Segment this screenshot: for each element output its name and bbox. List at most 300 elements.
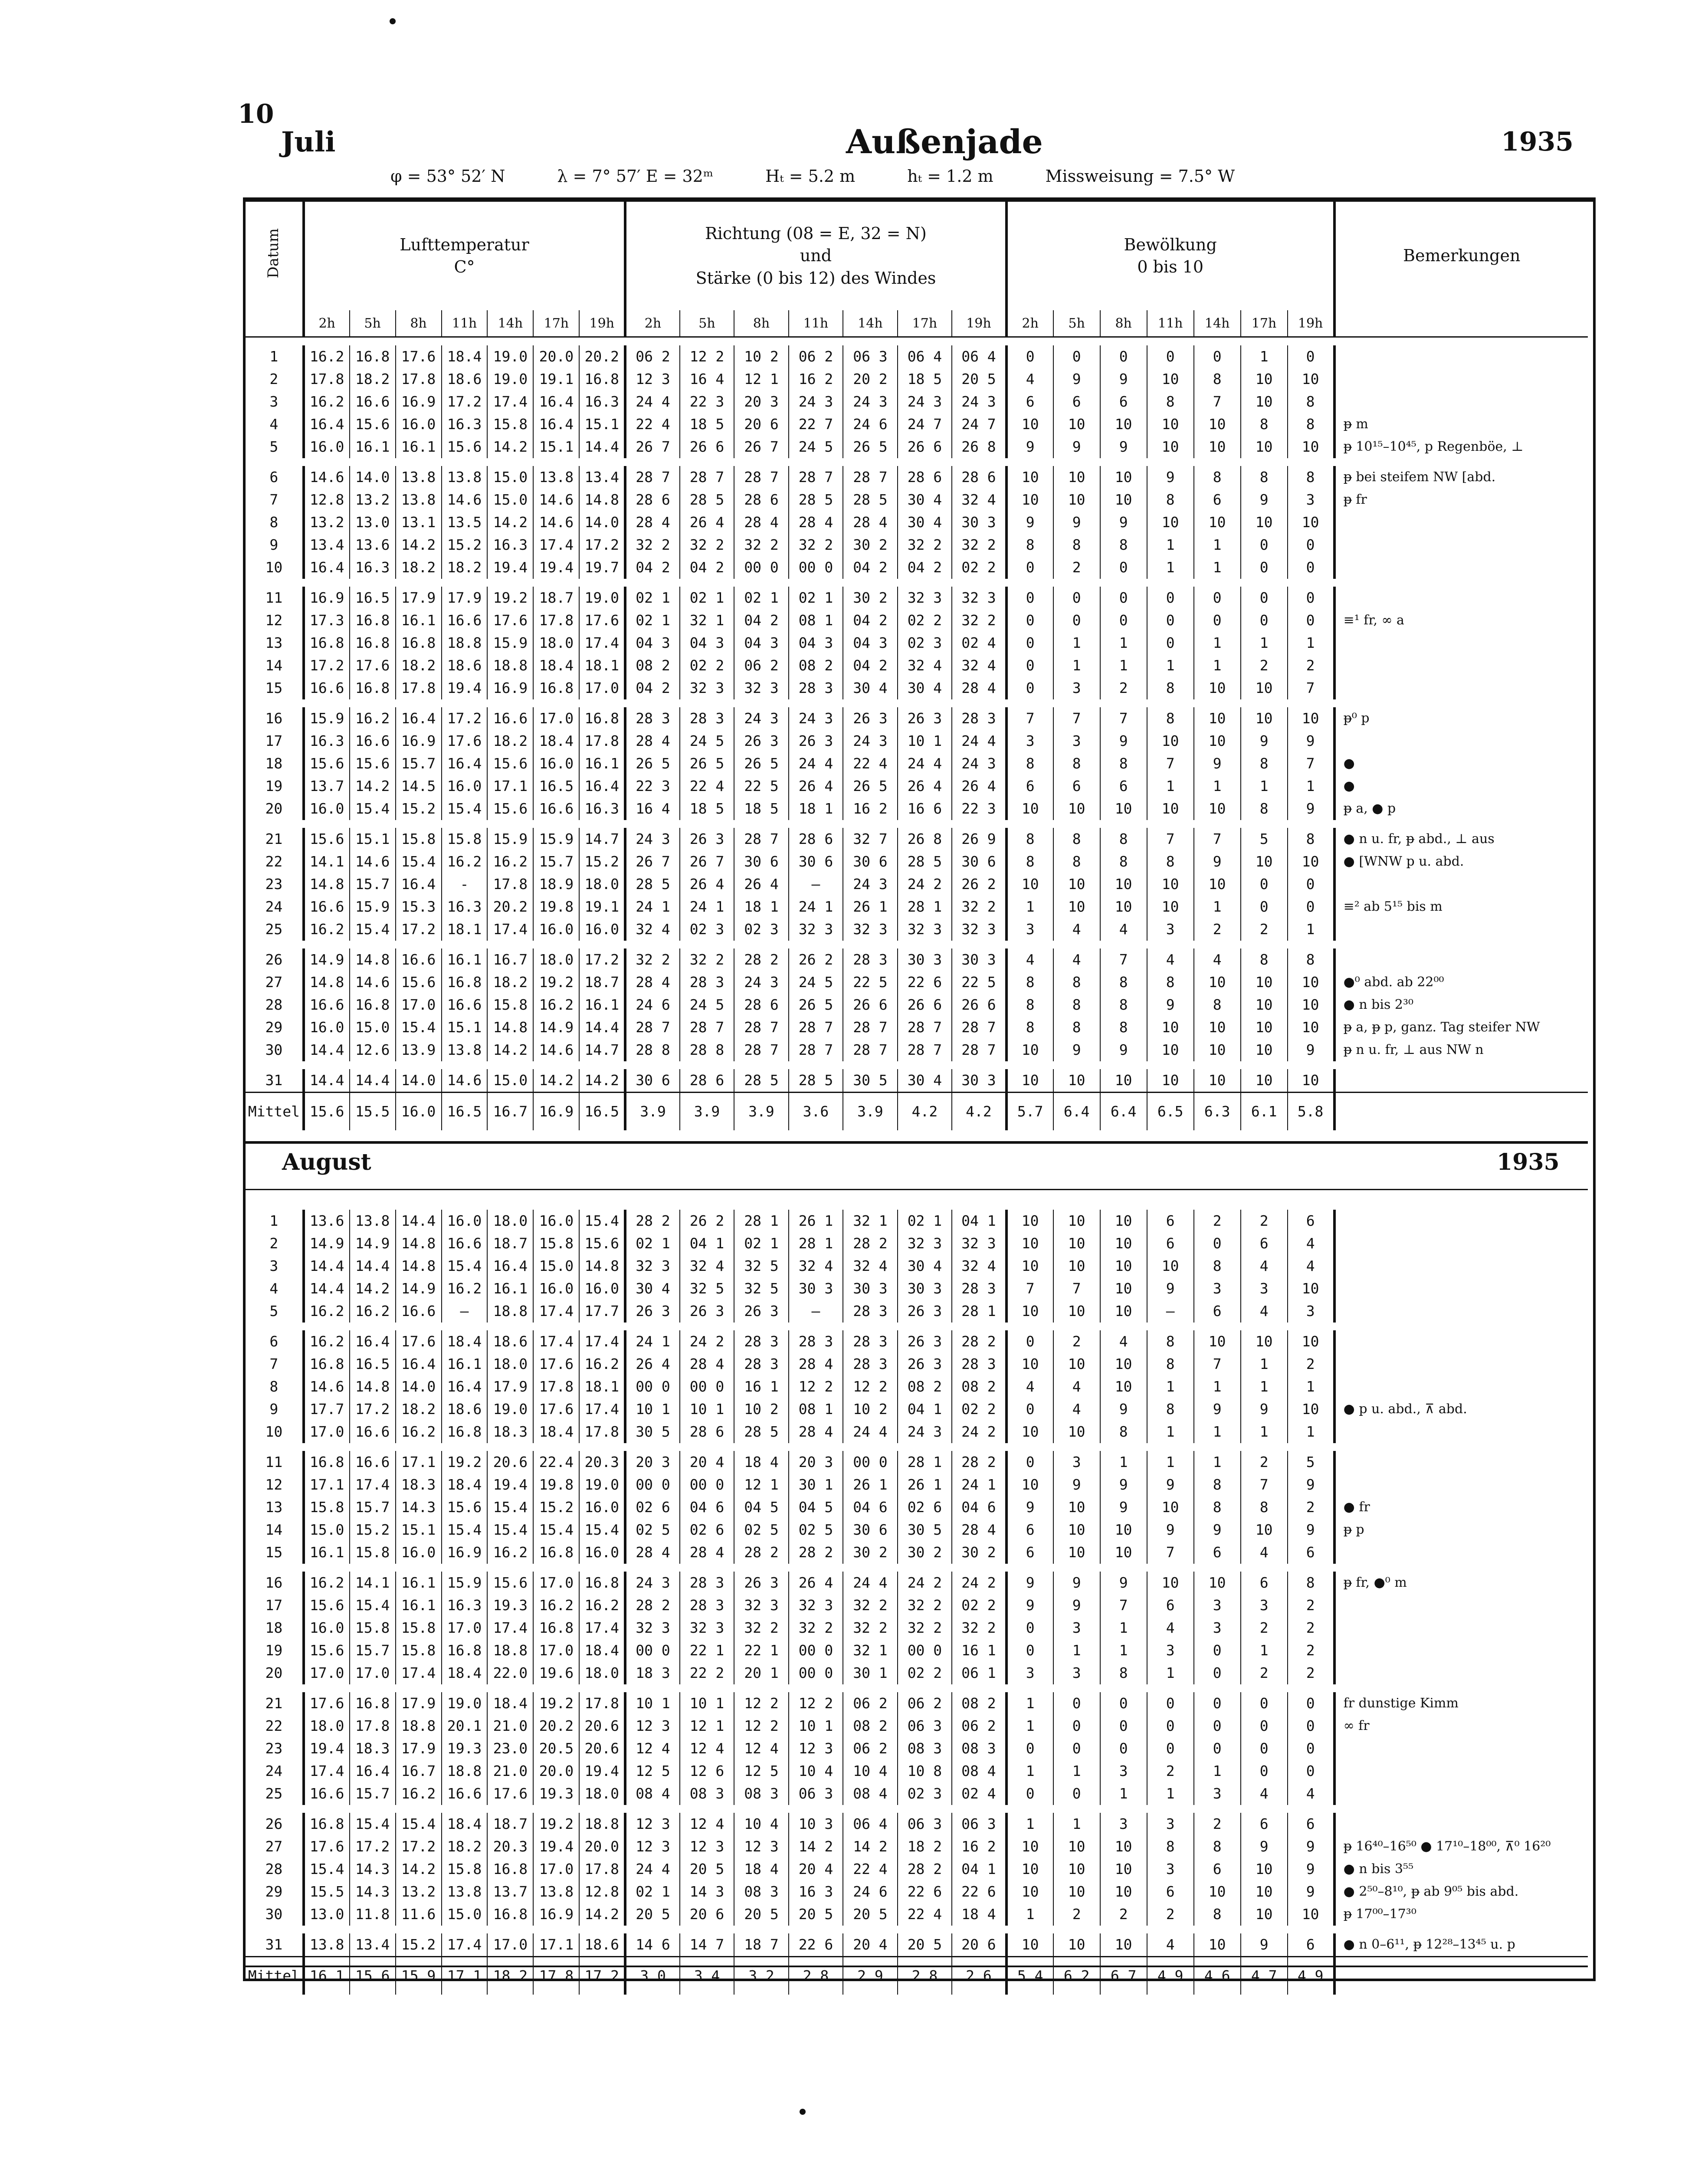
temp-cell: 20.6 bbox=[487, 1451, 533, 1474]
wind-cell: 30 3 bbox=[952, 511, 1006, 534]
cloud-cell: 10 bbox=[1006, 1835, 1053, 1858]
cloud-cell: 1 bbox=[1053, 1639, 1100, 1662]
wind-cell: 28 1 bbox=[734, 1210, 788, 1232]
table-row bbox=[246, 1069, 1588, 1093]
temp-cell: 16.6 bbox=[442, 609, 488, 632]
temp-cell: 19.7 bbox=[579, 556, 625, 579]
temp-cell: 16.6 bbox=[350, 730, 396, 752]
temp-cell: 17.7 bbox=[304, 1398, 350, 1421]
remark-cell bbox=[1334, 1594, 1588, 1617]
wind-cell: 32 4 bbox=[789, 1255, 843, 1277]
cloud-cell: 4 bbox=[1006, 368, 1053, 391]
cloud-cell: 8 bbox=[1147, 1353, 1194, 1375]
temp-cell: 16.8 bbox=[304, 1451, 350, 1474]
cloud-cell: 10 bbox=[1006, 1880, 1053, 1903]
cloud-cell: 1 bbox=[1288, 775, 1334, 797]
cloud-cell: 10 bbox=[1241, 1330, 1288, 1353]
cloud-cell: 6 bbox=[1288, 1813, 1334, 1835]
cloud-cell: 8 bbox=[1100, 971, 1147, 994]
remark-cell: ● fr bbox=[1343, 1500, 1370, 1515]
cloud-cell: 9 bbox=[1194, 1519, 1241, 1541]
temp-cell: 19.2 bbox=[533, 1692, 579, 1715]
temp-cell: 15.9 bbox=[487, 632, 533, 654]
temp-cell: 18.1 bbox=[579, 1375, 625, 1398]
wind-cell: 00 0 bbox=[843, 1451, 897, 1474]
wind-cell: 30 6 bbox=[843, 1519, 897, 1541]
cloud-cell: 10 bbox=[1100, 1232, 1147, 1255]
cloud-cell: 10 bbox=[1006, 1069, 1053, 1093]
cloud-cell: 0 bbox=[1147, 587, 1194, 609]
wind-cell: 06 2 bbox=[734, 654, 788, 677]
temp-cell: 16.8 bbox=[350, 994, 396, 1016]
temp-cell: 17.1 bbox=[304, 1474, 350, 1496]
cloud-cell: 10 bbox=[1100, 466, 1147, 489]
wind-cell: 28 5 bbox=[898, 850, 952, 873]
temp-cell: 17.0 bbox=[579, 677, 625, 699]
cloud-cell: 7 bbox=[1100, 707, 1147, 730]
temp-cell: 16.0 bbox=[533, 918, 579, 941]
wind-cell: 26 6 bbox=[898, 436, 952, 458]
wind-cell: 30 4 bbox=[898, 1069, 952, 1093]
wind-cell: 22 5 bbox=[952, 971, 1006, 994]
wind-cell: 22 2 bbox=[680, 1662, 734, 1684]
wind-cell: 24 2 bbox=[680, 1330, 734, 1353]
cloud-cell: 9 bbox=[1053, 368, 1100, 391]
cloud-cell: 1 bbox=[1147, 556, 1194, 579]
remark-cell bbox=[1334, 1737, 1588, 1760]
remark-cell bbox=[1334, 391, 1588, 413]
cloud-cell: 7 bbox=[1194, 1353, 1241, 1375]
mean-temp: 16.5 bbox=[442, 1093, 488, 1131]
wind-cell: 26 3 bbox=[898, 707, 952, 730]
temp-cell: 17.6 bbox=[396, 1330, 442, 1353]
wind-cell: 24 1 bbox=[789, 896, 843, 918]
day-cell: 7 bbox=[246, 489, 304, 511]
cloud-cell: 8 bbox=[1288, 466, 1334, 489]
temp-cell: 17.4 bbox=[533, 534, 579, 556]
wind-cell: — bbox=[789, 1300, 843, 1323]
temp-cell: 16.6 bbox=[442, 994, 488, 1016]
temp-cell: 13.6 bbox=[350, 534, 396, 556]
temp-cell: 14.2 bbox=[533, 1069, 579, 1093]
wind-cell: 28 3 bbox=[843, 1330, 897, 1353]
day-cell: 29 bbox=[246, 1016, 304, 1039]
cloud-cell: 10 bbox=[1053, 1496, 1100, 1519]
wind-cell: 30 2 bbox=[843, 587, 897, 609]
temp-cell: 17.2 bbox=[579, 534, 625, 556]
wind-cell: 26 4 bbox=[734, 873, 788, 896]
temp-cell: 16.2 bbox=[487, 850, 533, 873]
temp-cell: 13.7 bbox=[487, 1880, 533, 1903]
wind-cell: 22 1 bbox=[680, 1639, 734, 1662]
cloud-cell: 3 bbox=[1147, 1858, 1194, 1880]
cloud-cell: 9 bbox=[1288, 1039, 1334, 1061]
cloud-cell: 0 bbox=[1006, 345, 1053, 368]
wind-cell: 24 3 bbox=[898, 391, 952, 413]
cloud-cell: 6 bbox=[1241, 1572, 1288, 1594]
wind-cell: 02 6 bbox=[898, 1496, 952, 1519]
wind-cell: 14 3 bbox=[680, 1880, 734, 1903]
temp-cell: 16.8 bbox=[579, 707, 625, 730]
wind-cell: 02 1 bbox=[734, 587, 788, 609]
wind-cell: 04 5 bbox=[734, 1496, 788, 1519]
temp-cell: 17.9 bbox=[396, 587, 442, 609]
table-row bbox=[246, 345, 1588, 368]
wind-cell: 08 3 bbox=[734, 1782, 788, 1805]
wind-cell: 28 4 bbox=[952, 1519, 1006, 1541]
cloud-title: Bewölkung bbox=[1124, 235, 1217, 254]
remark-cell: ∞ fr bbox=[1343, 1718, 1370, 1733]
cloud-cell: 8 bbox=[1194, 1496, 1241, 1519]
cloud-cell: 0 bbox=[1100, 1692, 1147, 1715]
wind-cell: 32 1 bbox=[680, 609, 734, 632]
table-row bbox=[246, 1421, 1588, 1443]
wind-cell: 32 4 bbox=[952, 489, 1006, 511]
temp-cell: 18.0 bbox=[304, 1715, 350, 1737]
wind-cell: 28 1 bbox=[789, 1232, 843, 1255]
cloud-cell: 10 bbox=[1100, 1858, 1147, 1880]
temp-cell: 18.4 bbox=[442, 1330, 488, 1353]
wind-cell: 22 3 bbox=[952, 797, 1006, 820]
cloud-cell: 10 bbox=[1100, 1541, 1147, 1564]
cloud-cell: 10 bbox=[1194, 1069, 1241, 1093]
wind-cell: 24 3 bbox=[734, 707, 788, 730]
cloud-cell: 8 bbox=[1053, 1016, 1100, 1039]
cloud-cell: 0 bbox=[1288, 1692, 1334, 1715]
mean-cloud: 4.9 bbox=[1147, 1957, 1194, 1995]
temp-cell: 11.6 bbox=[396, 1903, 442, 1926]
temp-cell: 16.4 bbox=[304, 556, 350, 579]
temp-cell: 17.4 bbox=[579, 1398, 625, 1421]
temp-cell: 19.8 bbox=[533, 896, 579, 918]
wind-cell: 32 4 bbox=[898, 654, 952, 677]
cloud-cell: 8 bbox=[1241, 1496, 1288, 1519]
mean-temp: 16.1 bbox=[304, 1957, 350, 1995]
wind-cell: 28 7 bbox=[680, 1016, 734, 1039]
day-cell: 19 bbox=[246, 1639, 304, 1662]
temp-cell: 16.4 bbox=[487, 1255, 533, 1277]
table-row bbox=[246, 489, 1588, 511]
mean-wind: 2.9 bbox=[843, 1957, 897, 1995]
cloud-cell: 1 bbox=[1100, 632, 1147, 654]
temp-cell: 16.2 bbox=[304, 1300, 350, 1323]
cloud-cell: 10 bbox=[1053, 873, 1100, 896]
wind-cell: 18 2 bbox=[898, 1835, 952, 1858]
scan-speck bbox=[800, 2109, 806, 2115]
wind-cell: 26 3 bbox=[734, 730, 788, 752]
day-cell: 23 bbox=[246, 1737, 304, 1760]
wind-cell: 26 1 bbox=[789, 1210, 843, 1232]
wind-cell: 12 3 bbox=[734, 1835, 788, 1858]
cloud-cell: 4 bbox=[1147, 1933, 1194, 1957]
wind-cell: 22 4 bbox=[843, 752, 897, 775]
temp-cell: 16.3 bbox=[304, 730, 350, 752]
wind-cell: 28 7 bbox=[734, 1039, 788, 1061]
temp-cell: 15.1 bbox=[533, 436, 579, 458]
cloud-cell: 9 bbox=[1053, 1039, 1100, 1061]
temp-cell: 16.1 bbox=[350, 436, 396, 458]
temp-cell: 21.0 bbox=[487, 1760, 533, 1782]
wind-cell: 26 6 bbox=[680, 436, 734, 458]
table-row bbox=[246, 1451, 1588, 1474]
remark-cell bbox=[1334, 1541, 1588, 1564]
cloud-cell: 1 bbox=[1194, 654, 1241, 677]
cloud-cell: 10 bbox=[1288, 1069, 1334, 1093]
wind-cell: 24 5 bbox=[680, 730, 734, 752]
cloud-cell: 1 bbox=[1194, 534, 1241, 556]
wind-cell: 28 6 bbox=[680, 1069, 734, 1093]
wind-cell: 18 1 bbox=[734, 896, 788, 918]
temp-cell: 19.2 bbox=[533, 1813, 579, 1835]
cloud-cell: 10 bbox=[1241, 1039, 1288, 1061]
cloud-cell: 3 bbox=[1194, 1617, 1241, 1639]
temp-cell: 17.2 bbox=[396, 1835, 442, 1858]
wind-cell: 32 3 bbox=[625, 1255, 679, 1277]
cloud-cell: 6 bbox=[1006, 391, 1053, 413]
temp-cell: 16.2 bbox=[533, 1594, 579, 1617]
wind-cell: 26 5 bbox=[680, 752, 734, 775]
wind-cell: 28 6 bbox=[734, 489, 788, 511]
day-cell: 22 bbox=[246, 850, 304, 873]
remark-cell bbox=[1334, 1760, 1588, 1782]
temp-cell: 17.8 bbox=[579, 1692, 625, 1715]
wind-cell: 24 4 bbox=[898, 752, 952, 775]
cloud-cell: 5 bbox=[1241, 828, 1288, 850]
temp-cell: 16.8 bbox=[304, 1353, 350, 1375]
cloud-cell: 10 bbox=[1006, 1353, 1053, 1375]
cloud-cell: 10 bbox=[1194, 797, 1241, 820]
temp-cell: 19.4 bbox=[533, 556, 579, 579]
remark-cell: ᵽ a, ᵽ p, ganz. Tag steifer NW bbox=[1343, 1020, 1540, 1035]
wind-cell: 24 2 bbox=[898, 1572, 952, 1594]
temp-cell: 18.3 bbox=[487, 1421, 533, 1443]
cloud-cell: 1 bbox=[1241, 1353, 1288, 1375]
temp-cell: 14.0 bbox=[396, 1069, 442, 1093]
cloud-cell: 9 bbox=[1053, 1572, 1100, 1594]
cloud-cell: 0 bbox=[1194, 609, 1241, 632]
day-cell: 21 bbox=[246, 828, 304, 850]
cloud-cell: 10 bbox=[1147, 413, 1194, 436]
cloud-cell: 6 bbox=[1100, 775, 1147, 797]
day-cell: 7 bbox=[246, 1353, 304, 1375]
cloud-cell: 0 bbox=[1194, 1662, 1241, 1684]
temp-cell: 15.8 bbox=[442, 828, 488, 850]
remark-cell bbox=[1334, 873, 1588, 896]
wind-cell: 22 5 bbox=[734, 775, 788, 797]
spacer-row bbox=[246, 1684, 1588, 1692]
table-row bbox=[246, 1474, 1588, 1496]
temp-cell: 14.9 bbox=[304, 1232, 350, 1255]
cloud-cell: 10 bbox=[1241, 677, 1288, 699]
cloud-cell: 8 bbox=[1100, 534, 1147, 556]
temp-hour-2h: 2h bbox=[304, 310, 350, 337]
table-row bbox=[246, 730, 1588, 752]
temp-cell: 13.4 bbox=[304, 534, 350, 556]
wind-cell: 28 2 bbox=[952, 1451, 1006, 1474]
cloud-hour-19h: 19h bbox=[1288, 310, 1334, 337]
temp-cell: 19.0 bbox=[579, 587, 625, 609]
cloud-cell: 0 bbox=[1006, 677, 1053, 699]
temp-cell: 17.6 bbox=[579, 609, 625, 632]
wind-cell: 28 4 bbox=[680, 1541, 734, 1564]
wind-cell: 28 7 bbox=[843, 1016, 897, 1039]
temp-cell: 17.0 bbox=[533, 707, 579, 730]
wind-cell: 08 3 bbox=[898, 1737, 952, 1760]
temp-cell: 15.7 bbox=[396, 752, 442, 775]
cloud-cell: 1 bbox=[1194, 1760, 1241, 1782]
day-cell: 25 bbox=[246, 1782, 304, 1805]
cloud-cell: 0 bbox=[1100, 556, 1147, 579]
temp-cell: 15.1 bbox=[350, 828, 396, 850]
day-cell: 26 bbox=[246, 948, 304, 971]
temp-cell: 15.4 bbox=[579, 1210, 625, 1232]
cloud-cell: 0 bbox=[1194, 1232, 1241, 1255]
temp-cell: 18.8 bbox=[487, 1300, 533, 1323]
temp-cell: 16.6 bbox=[487, 707, 533, 730]
cloud-cell: 10 bbox=[1006, 1039, 1053, 1061]
wind-cell: 24 1 bbox=[625, 896, 679, 918]
cloud-cell: 10 bbox=[1147, 730, 1194, 752]
temp-hour-14h: 14h bbox=[487, 310, 533, 337]
remark-cell bbox=[1334, 511, 1588, 534]
wind-cell: 22 3 bbox=[680, 391, 734, 413]
wind-cell: 32 7 bbox=[843, 828, 897, 850]
temp-cell: 19.2 bbox=[487, 587, 533, 609]
cloud-cell: 6 bbox=[1006, 1519, 1053, 1541]
temp-cell: 15.6 bbox=[350, 413, 396, 436]
temp-cell: 16.0 bbox=[304, 1016, 350, 1039]
cloud-cell: 0 bbox=[1147, 1737, 1194, 1760]
cloud-cell: 10 bbox=[1288, 971, 1334, 994]
day-cell: 18 bbox=[246, 1617, 304, 1639]
cloud-cell: 10 bbox=[1100, 489, 1147, 511]
temp-cell: 16.0 bbox=[304, 797, 350, 820]
wind-cell: 28 1 bbox=[952, 1300, 1006, 1323]
wind-cell: 20 4 bbox=[680, 1451, 734, 1474]
temp-cell: 18.4 bbox=[442, 345, 488, 368]
temp-cell: 17.8 bbox=[579, 1421, 625, 1443]
wind-cell: 30 4 bbox=[898, 489, 952, 511]
temp-cell: 19.1 bbox=[579, 896, 625, 918]
wind-cell: 28 4 bbox=[625, 1541, 679, 1564]
temp-cell: 18.0 bbox=[579, 873, 625, 896]
cloud-cell: 1 bbox=[1053, 1760, 1100, 1782]
wind-cell: 32 3 bbox=[625, 1617, 679, 1639]
cloud-hour-2h: 2h bbox=[1006, 310, 1053, 337]
day-cell: 13 bbox=[246, 632, 304, 654]
cloud-cell: 9 bbox=[1006, 1496, 1053, 1519]
wind-cell: 02 6 bbox=[625, 1496, 679, 1519]
temp-cell: 15.1 bbox=[396, 1519, 442, 1541]
cloud-cell: 8 bbox=[1053, 828, 1100, 850]
temp-cell: 16.2 bbox=[487, 1541, 533, 1564]
table-row bbox=[246, 1639, 1588, 1662]
temp-cell: 19.3 bbox=[487, 1594, 533, 1617]
temp-cell: 16.2 bbox=[350, 1300, 396, 1323]
temp-cell: 17.0 bbox=[487, 1933, 533, 1957]
wind-cell: 04 2 bbox=[843, 556, 897, 579]
temp-cell: 17.0 bbox=[304, 1662, 350, 1684]
cloud-cell: 9 bbox=[1100, 1039, 1147, 1061]
mean-wind: 3.4 bbox=[680, 1957, 734, 1995]
august-year: 1935 bbox=[1497, 1149, 1560, 1175]
cloud-cell: 10 bbox=[1241, 707, 1288, 730]
wind-cell: 20 6 bbox=[680, 1903, 734, 1926]
cloud-cell: 9 bbox=[1053, 1594, 1100, 1617]
table-row bbox=[246, 797, 1588, 820]
cloud-cell: 0 bbox=[1053, 1782, 1100, 1805]
temp-cell: 15.4 bbox=[396, 1016, 442, 1039]
day-cell: 19 bbox=[246, 775, 304, 797]
cloud-cell: 1 bbox=[1147, 654, 1194, 677]
wind-cell: 28 7 bbox=[625, 1016, 679, 1039]
cloud-cell: 3 bbox=[1006, 1662, 1053, 1684]
cloud-cell: 3 bbox=[1241, 1277, 1288, 1300]
table-row bbox=[246, 1662, 1588, 1684]
temp-cell: 18.7 bbox=[487, 1813, 533, 1835]
wind-cell: 14 2 bbox=[843, 1835, 897, 1858]
cloud-cell: 10 bbox=[1100, 1933, 1147, 1957]
wind-cell: 20 1 bbox=[734, 1662, 788, 1684]
remark-cell bbox=[1334, 918, 1588, 941]
day-cell: 13 bbox=[246, 1496, 304, 1519]
wind-cell: 30 6 bbox=[952, 850, 1006, 873]
wind-cell: 30 3 bbox=[843, 1277, 897, 1300]
wind-cell: 28 7 bbox=[789, 1039, 843, 1061]
cloud-cell: 2 bbox=[1100, 1903, 1147, 1926]
wind-cell: 28 3 bbox=[789, 1330, 843, 1353]
day-cell: 9 bbox=[246, 534, 304, 556]
temp-cell: 18.4 bbox=[442, 1662, 488, 1684]
cloud-cell: 0 bbox=[1100, 587, 1147, 609]
wind-cell: 28 3 bbox=[843, 948, 897, 971]
wind-cell: 28 4 bbox=[952, 677, 1006, 699]
cloud-cell: 1 bbox=[1194, 556, 1241, 579]
cloud-cell: 10 bbox=[1241, 1519, 1288, 1541]
july-body bbox=[246, 337, 1588, 1131]
temp-cell: 15.8 bbox=[487, 994, 533, 1016]
cloud-cell: 8 bbox=[1194, 994, 1241, 1016]
cloud-cell: 9 bbox=[1147, 466, 1194, 489]
temp-cell: 13.4 bbox=[579, 466, 625, 489]
cloud-cell: 9 bbox=[1194, 850, 1241, 873]
wind-cell: 16 2 bbox=[952, 1835, 1006, 1858]
wind-cell: 22 3 bbox=[625, 775, 679, 797]
temp-cell: 17.2 bbox=[396, 918, 442, 941]
cloud-cell: 0 bbox=[1241, 1715, 1288, 1737]
cloud-cell: 10 bbox=[1006, 797, 1053, 820]
cloud-cell: 8 bbox=[1100, 994, 1147, 1016]
cloud-cell: 10 bbox=[1241, 511, 1288, 534]
wind-cell: 04 2 bbox=[843, 654, 897, 677]
day-cell: 18 bbox=[246, 752, 304, 775]
temp-cell: 17.7 bbox=[579, 1300, 625, 1323]
wind-cell: 28 8 bbox=[625, 1039, 679, 1061]
cloud-cell: 8 bbox=[1147, 677, 1194, 699]
day-cell: 29 bbox=[246, 1880, 304, 1903]
wind-cell: 28 5 bbox=[625, 873, 679, 896]
wind-cell: 06 3 bbox=[898, 1715, 952, 1737]
wind-cell: 02 1 bbox=[680, 587, 734, 609]
mean-temp: 16.9 bbox=[533, 1093, 579, 1131]
cloud-cell: 3 bbox=[1053, 1451, 1100, 1474]
temp-cell: 15.8 bbox=[304, 1496, 350, 1519]
wind-cell: 28 4 bbox=[734, 511, 788, 534]
spacer-row bbox=[246, 1061, 1588, 1069]
remark-cell bbox=[1334, 1639, 1588, 1662]
mean-row bbox=[246, 1957, 1588, 1995]
temp-cell: 16.9 bbox=[304, 587, 350, 609]
